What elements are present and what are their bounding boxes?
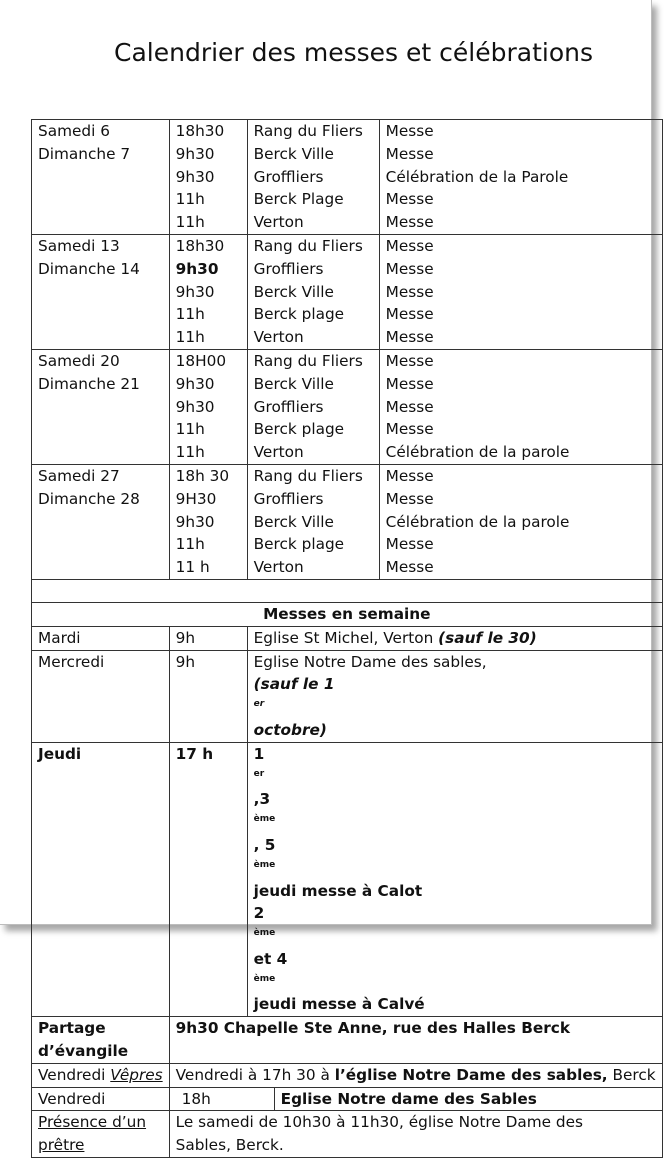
day-label: Dimanche 21 bbox=[38, 374, 140, 393]
weekend-row bbox=[32, 349, 663, 464]
day-cell: Vendredi Vêpres bbox=[32, 1063, 170, 1087]
place-text: Eglise St Michel, Verton bbox=[253, 628, 439, 647]
type-value: Messe bbox=[385, 420, 434, 439]
time-value: 9h30 bbox=[175, 144, 215, 163]
row-partage bbox=[32, 1017, 663, 1064]
exception-note: (sauf le 30) bbox=[438, 628, 537, 647]
place-value: Berck plage bbox=[253, 535, 345, 554]
day-label: Dimanche 7 bbox=[38, 144, 131, 163]
mass-calendar-table bbox=[31, 119, 663, 1158]
time-value: 9H30 bbox=[175, 489, 217, 508]
place-value: Verton bbox=[253, 558, 304, 577]
time-cell: 17 h bbox=[169, 742, 247, 1017]
type-value: Messe bbox=[385, 190, 434, 209]
time-value: 11 h bbox=[175, 558, 210, 577]
place-value: Groffliers bbox=[253, 259, 324, 278]
type-value: Messe bbox=[385, 466, 434, 485]
type-value: Messe bbox=[385, 236, 434, 255]
day-cell: Mercredi bbox=[32, 650, 170, 742]
place-value: Groffliers bbox=[253, 489, 324, 508]
type-value: Messe bbox=[385, 558, 434, 577]
type-value: Messe bbox=[385, 535, 434, 554]
type-value: Messe bbox=[385, 122, 434, 140]
time-value: 18H00 bbox=[175, 351, 227, 370]
type-value: Messe bbox=[385, 305, 434, 324]
type-value: Messe bbox=[385, 351, 434, 370]
places-cell bbox=[247, 349, 379, 464]
places-cell bbox=[247, 120, 379, 235]
day-cell: Vendredi bbox=[32, 1087, 170, 1111]
place-cell bbox=[247, 650, 662, 742]
time-value: 11h bbox=[175, 305, 205, 324]
times-cell bbox=[169, 464, 247, 579]
types-cell bbox=[379, 120, 662, 235]
place-cell bbox=[247, 742, 662, 1017]
time-value: 9h30 bbox=[175, 512, 215, 531]
days-cell bbox=[32, 349, 170, 464]
place-value: Groffliers bbox=[253, 167, 324, 186]
type-value: Messe bbox=[385, 328, 434, 347]
weekend-row bbox=[32, 234, 663, 349]
place-value: Verton bbox=[253, 213, 304, 232]
place-value: Berck plage bbox=[253, 420, 345, 439]
row-presence bbox=[32, 1111, 663, 1158]
time-value: 11h bbox=[175, 535, 205, 554]
day-label: Samedi 13 bbox=[38, 236, 120, 255]
time-value: 11h bbox=[175, 443, 205, 462]
time-value: 9h30 bbox=[175, 167, 215, 186]
day-label: Samedi 6 bbox=[38, 122, 110, 140]
places-cell bbox=[247, 464, 379, 579]
row-mercredi bbox=[32, 650, 663, 742]
types-cell bbox=[379, 234, 662, 349]
place-value: Berck Ville bbox=[253, 374, 334, 393]
jeudi-line-1: 1 $^{er}$ ,3 $^{ème}$ , 5 $^{ème}$ jeudi messe à Calot bbox=[253, 744, 423, 900]
day-label: Dimanche 28 bbox=[38, 489, 140, 508]
days-cell bbox=[32, 120, 170, 235]
place-value: Berck Plage bbox=[253, 190, 344, 209]
place-value: Groffliers bbox=[253, 397, 324, 416]
place-value: Verton bbox=[253, 328, 304, 347]
place-value: Rang du Fliers bbox=[253, 351, 363, 370]
type-value: Messe bbox=[385, 374, 434, 393]
day-cell: Présence d’un prêtre bbox=[32, 1111, 170, 1158]
time-value: 18h 30 bbox=[175, 466, 230, 485]
places-cell bbox=[247, 234, 379, 349]
day-label: Samedi 20 bbox=[38, 351, 120, 370]
page-title: Calendrier des messes et célébrations bbox=[114, 38, 593, 67]
exception-note-continued: octobre) bbox=[253, 720, 327, 739]
time-cell: 9h bbox=[169, 626, 247, 650]
row-vendredi bbox=[32, 1087, 663, 1111]
time-value: 11h bbox=[175, 213, 205, 232]
type-value: Messe bbox=[385, 489, 434, 508]
place-text: Eglise Notre dame des Sables bbox=[274, 1088, 655, 1111]
place-value: Rang du Fliers bbox=[253, 466, 363, 485]
place-cell: Le samedi de 10h30 à 11h30, église Notre Dame des Sables, Berck. bbox=[169, 1111, 662, 1158]
type-value: Messe bbox=[385, 144, 434, 163]
place-cell: 9h30 Chapelle Ste Anne, rue des Halles Berck bbox=[169, 1017, 662, 1064]
row-vendredi-vepres bbox=[32, 1063, 663, 1087]
type-value: Célébration de la Parole bbox=[385, 167, 569, 186]
days-cell bbox=[32, 464, 170, 579]
place-cell bbox=[247, 626, 662, 650]
place-cell bbox=[169, 1087, 662, 1111]
time-value: 18h30 bbox=[175, 122, 225, 140]
time-value: 11h bbox=[175, 190, 205, 209]
day-label: Dimanche 14 bbox=[38, 259, 140, 278]
place-value: Rang du Fliers bbox=[253, 122, 363, 140]
type-value: Messe bbox=[385, 282, 434, 301]
weekday-section bbox=[32, 579, 663, 1157]
type-value: Messe bbox=[385, 397, 434, 416]
time-value: 9h30 bbox=[175, 259, 219, 278]
days-cell bbox=[32, 234, 170, 349]
type-value: Messe bbox=[385, 259, 434, 278]
weekday-heading-row bbox=[32, 602, 663, 626]
time-value: 18h30 bbox=[175, 236, 225, 255]
time-value: 9h30 bbox=[175, 397, 215, 416]
place-value: Rang du Fliers bbox=[253, 236, 363, 255]
times-cell bbox=[169, 120, 247, 235]
time-value: 11h bbox=[175, 328, 205, 347]
weekday-heading: Messes en semaine bbox=[32, 602, 663, 626]
time-value: 11h bbox=[175, 420, 205, 439]
types-cell bbox=[379, 349, 662, 464]
row-mardi bbox=[32, 626, 663, 650]
time-cell: 9h bbox=[169, 650, 247, 742]
weekend-row bbox=[32, 464, 663, 579]
place-text: Eglise Notre Dame des sables, bbox=[253, 652, 487, 671]
weekend-section bbox=[32, 120, 663, 580]
empty-separator-row bbox=[32, 579, 663, 602]
day-cell: Jeudi bbox=[32, 742, 170, 1017]
place-value: Verton bbox=[253, 443, 304, 462]
time-value: 9h30 bbox=[175, 374, 215, 393]
weekend-row bbox=[32, 120, 663, 235]
day-cell: Partage d’évangile bbox=[32, 1017, 170, 1064]
type-value: Célébration de la parole bbox=[385, 512, 570, 531]
place-value: Berck plage bbox=[253, 305, 345, 324]
day-label: Samedi 27 bbox=[38, 466, 120, 485]
exception-note: (sauf le 1 $^{er}$ bbox=[253, 675, 335, 710]
day-cell: Mardi bbox=[32, 626, 170, 650]
place-value: Berck Ville bbox=[253, 282, 334, 301]
times-cell bbox=[169, 349, 247, 464]
jeudi-line-2: 2 $^{ème}$ et 4 $^{ème}$ jeudi messe à Calvé bbox=[253, 904, 425, 1014]
type-value: Célébration de la parole bbox=[385, 443, 570, 462]
times-cell bbox=[169, 234, 247, 349]
place-value: Berck Ville bbox=[253, 512, 334, 531]
types-cell bbox=[379, 464, 662, 579]
row-jeudi bbox=[32, 742, 663, 1017]
time-value: 9h30 bbox=[175, 282, 215, 301]
type-value: Messe bbox=[385, 213, 434, 232]
place-cell: Vendredi à 17h 30 à l’église Notre Dame des sables, Berck bbox=[169, 1063, 662, 1087]
time-cell: 18h bbox=[181, 1089, 211, 1108]
place-value: Berck Ville bbox=[253, 144, 334, 163]
